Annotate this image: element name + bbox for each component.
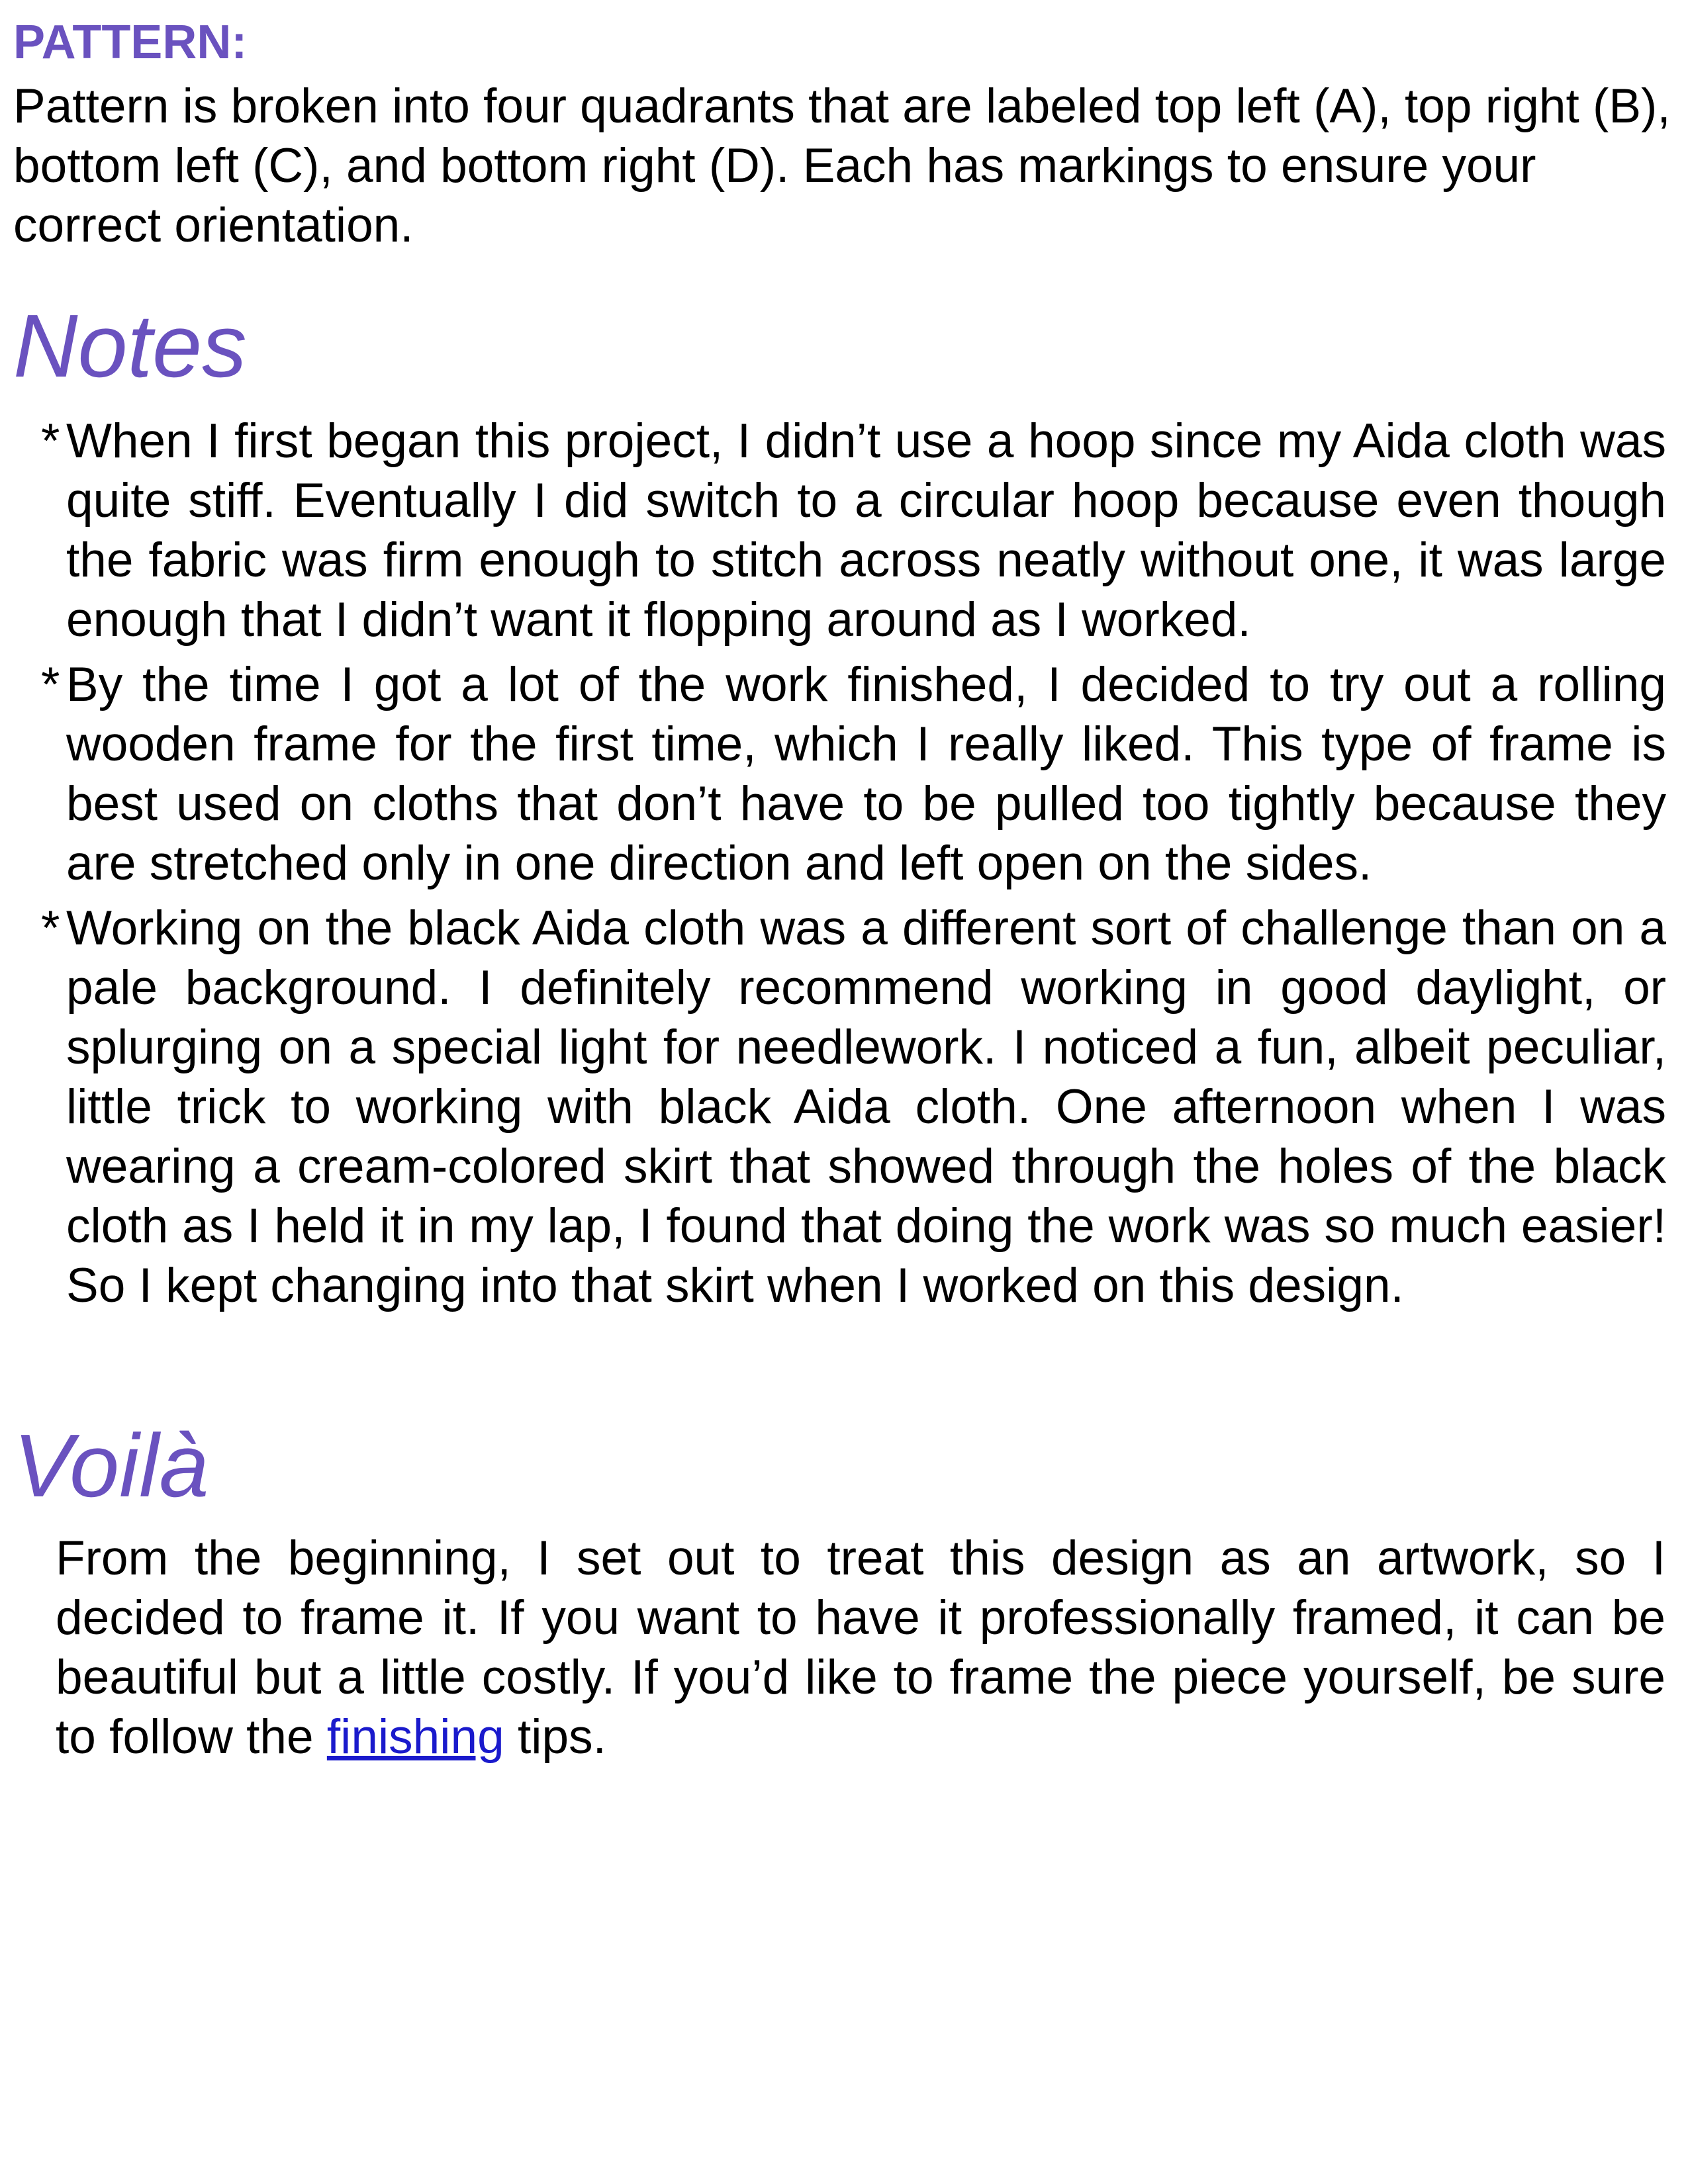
note-item xyxy=(41,899,1666,1316)
note-bullet: * xyxy=(41,414,60,468)
voila-text-before: From the beginning, I set out to treat this design as an artwork, so I decided to frame it. If you want to have it professionally framed, it can be beautiful but a little costly. If you’d like to frame the piece yourself, be sure to follow the xyxy=(56,1531,1665,1764)
voila-paragraph xyxy=(56,1529,1665,1767)
note-text: When I first began this project, I didn’t use a hoop since my Aida cloth was quite stiff. Eventually I did switch to a circular hoop because even though the fabric was firm enough to stitch across neatly without one, it was large enough that I didn’t want it flopping around as I worked. xyxy=(66,414,1666,647)
voila-text-after: tips. xyxy=(504,1710,606,1764)
note-text: Working on the black Aida cloth was a different sort of challenge than on a pale background. I definitely recommend working in good daylight, or splurging on a special light for needlework. I noticed a fun, albeit peculiar, little trick to working with black Aida cloth. One afternoon when I was wearing a cream-colored skirt that showed through the holes of the black cloth as I held it in my lap, I found that doing the work was so much easier! So I kept changing into that skirt when I worked on this design. xyxy=(66,901,1666,1312)
pattern-label: PATTERN: xyxy=(13,16,248,69)
voila-heading: Voilà xyxy=(13,1416,209,1516)
note-item xyxy=(41,655,1666,893)
pattern-description: Pattern is broken into four quadrants that are labeled top left (A), top right (B), bottom left (C), and bottom right (D). Each has markings to ensure your correct orientation. xyxy=(13,79,1671,252)
note-text: By the time I got a lot of the work finished, I decided to try out a rolling wooden frame for the first time, which I really liked. This type of frame is best used on cloths that don’t have to be pulled too tightly because they are stretched only in one direction and left open on the sides. xyxy=(66,658,1666,890)
note-bullet: * xyxy=(41,658,60,711)
finishing-link[interactable]: finishing xyxy=(326,1710,504,1764)
notes-heading: Notes xyxy=(13,296,247,396)
notes-list xyxy=(41,412,1666,1321)
note-bullet: * xyxy=(41,901,60,955)
note-item xyxy=(41,412,1666,650)
